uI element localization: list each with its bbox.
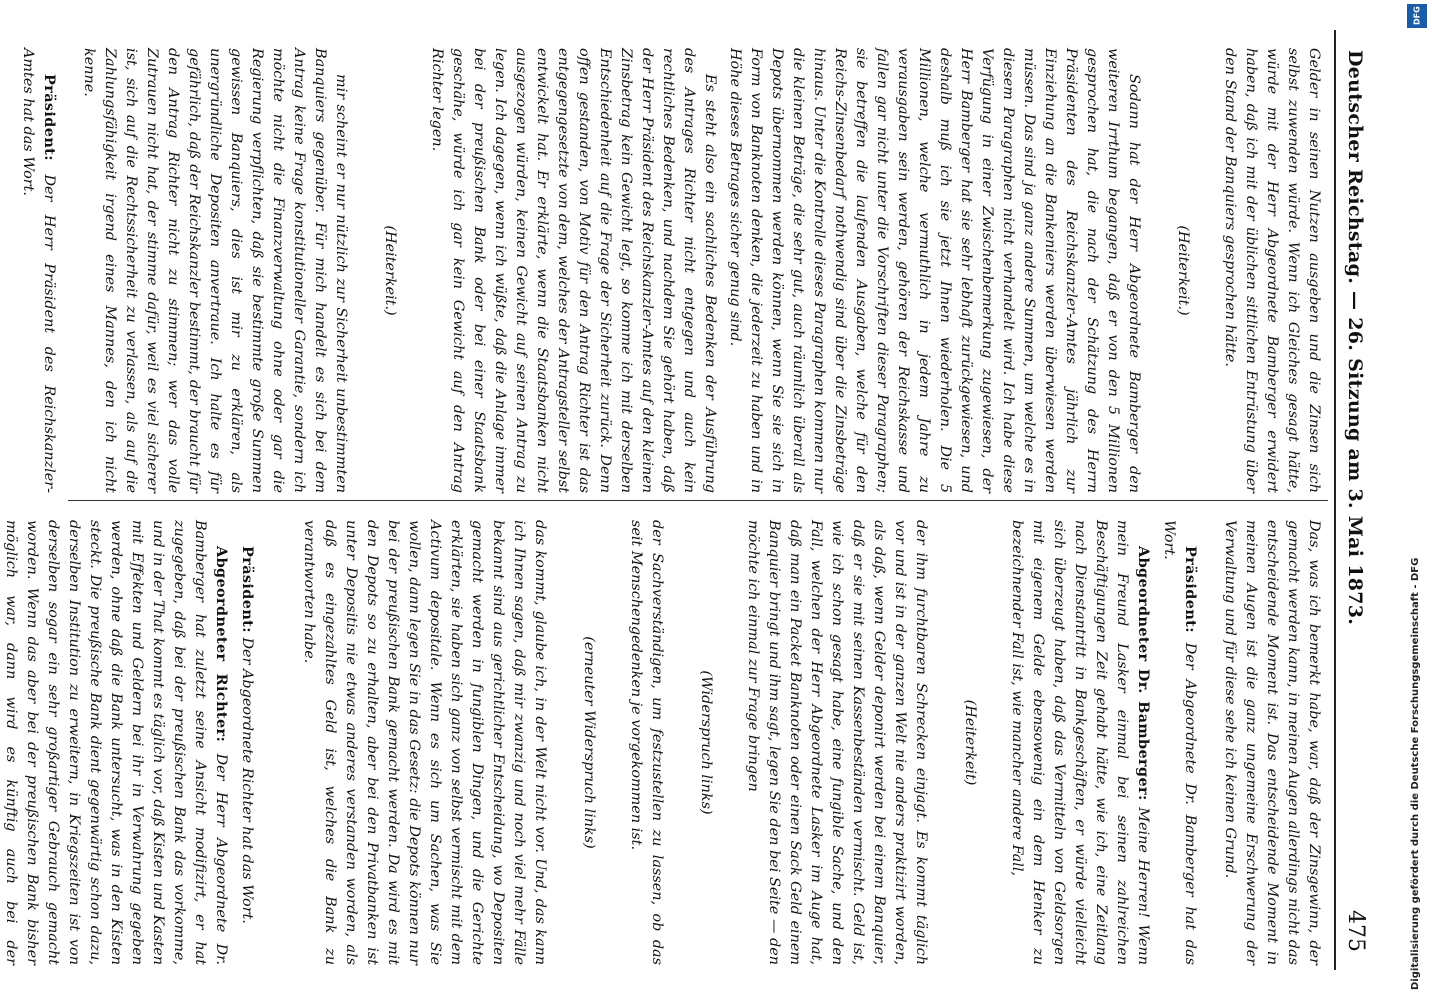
interjection: (Heiterkeit): [962, 699, 978, 786]
paragraph-text: Der Abgeordnete Richter hat das Wort.: [239, 632, 255, 924]
paragraph-text: Meine Herren! Wenn mein Freund Lasker einmal bei seinen zahlreichen Beschäftigungen Zeit gehabt hätte, wie ich, eine Zeitlang nach Dienstantritt in Bankgeschäften, er würde vielleicht sich überzeugt haben, daß das Vermitteln von Geldsorgen mit eigenem Gelde ebensowenig ein dem Henker zu bezeichnender Fall ist, wie mancher andere Fall,: [1009, 520, 1151, 965]
paragraph: [1158, 520, 1201, 965]
right-column: [0, 520, 1324, 965]
interjection: (erneuter Widerspruch links): [581, 636, 597, 849]
paragraph: [236, 520, 258, 965]
speaker-label: Präsident:: [1182, 546, 1199, 633]
speaker-label: Präsident:: [41, 74, 58, 161]
paragraph: der ihm furchtbaren Schrecken einjagt. Es kommt täglich vor und ist in der ganzen Welt nie anders praktizirt worden, als daß, wenn Gelder deponirt werden bei einem Banquier, daß er sie mit seinen Kassenbeständen vermischt. Geld ist, wie ich schon gesagt habe, eine fungible Sache, und den Fall, welchen der Herr Abgeordnete Lasker im Auge hat, daß man ein Packet Banknoten oder einen Sack Geld einem Banquier bringt und ihm sagt, legen Sie den bei Seite — den möchte ich einmal zur Frage bringen: [745, 520, 929, 965]
paragraph-text: Der Herr Abgeordnete Dr. Bamberger hat zuletzt seine Ansicht modifizirt, er hat zugegeben, daß bei der preußischen Bank das vorkomme, und in der That kommt es täglich vor, daß Kisten und Kasten mit Effekten und Geldern bei ihr in Verwahrung gegeben werden, ohne daß die Bank untersucht, was in den Kisten steckt. Die preußische Bank dient gegenwärtig schon dazu, derselben Institution zu erweitern, in Kriegszeiten ist von derselben sogar ein sehr großartiger Gebrauch gemacht worden. Wenn das aber bei der preußischen Bank bisher möglich war, dann wird es künftig auch bei der: [3, 520, 229, 965]
dfg-credit: Digitalisierung gefördert durch die Deutsche Forschungsgemeinschaft - DFG: [1410, 557, 1421, 990]
paragraph: Das, was ich bemerkt habe, war, daß der Zinsgewinn, der gemacht werden kann, in meinen Augen allerdings nicht das entscheidende Moment ist. Das entscheidende Moment in meinen Augen ist die ganz ungemeine Erschwerung der Verwaltung und für diese sehe ich keinen Grund.: [1222, 520, 1322, 965]
paragraph-text: Der Herr Präsident des Reichskanzler-Amtes hat das Wort.: [20, 48, 57, 493]
paragraph: Sodann hat der Herr Abgeordnete Bamberger den weiteren Irrthum begangen, daß er von den 5 Millionen gesprochen hat, die nach der Schätzung des Herrn Präsidenten des Reichskanzler-Amtes jährlich zur Einziehung an die Bankeniers werden überwiesen werden müssen. Das sind ja ganz andere Summen, um welche es in diesem Paragraphen nicht verhandelt wird. Ich habe diese Verfügung in einer Zwischenbemerkung zugewiesen, der Herr Bamberger hat sie sehr lebhaft zurückgewiesen, und deshalb muß ich sie jetzt Ihnen wiederholen. Die 5 Millionen, welche vermuthlich in jedem Jahre zu verausgaben sein werden, gehören der Reichskasse und fallen gar nicht unter die Vorschriften dieser Paragraphen; sie betreffen die laufenden Ausgaben, welche für den Reichs-Zinsenbedarf nothwendig sind über die Zinsbeträge hinaus. Unter die Kontrolle dieses Paragraphen kommen nur die kleinen Beträge, die sehr gut, auch räumlich überall als Depots übernommen werden können, wenn Sie sie sich in Form von Banknoten denken, die jederzeit zu haben und in Höhe dieses Betrages sicher genug sind.: [727, 48, 1142, 493]
header-rule: [1334, 30, 1336, 970]
running-header: [1332, 30, 1372, 970]
paragraph-text: Der Abgeordnete Dr. Bamberger hat das Wort.: [1161, 520, 1198, 965]
page-number: 475: [1343, 910, 1368, 952]
interjection: (Heiterkeit.): [1175, 225, 1191, 316]
column-divider: [68, 500, 1328, 501]
paragraph: das kommt, glaube ich, in der Welt nicht vor. Und, das kann ich Ihnen sagen, daß mir zwanzig und noch viel mehr Fälle bekannt sind aus gerichtlicher Entscheidung, wo Depositen gemacht werden in fungiblen Dingen, und die Gerichte erklärten, sie haben sich ganz von selbst vermischt mit dem Activum depositale. Wenn es sich um Sachen, was Sie wollen, dann legen Sie in das Gesetz: die Depots können nur bei der preußischen Bank gemacht werden. Da wird es mit den Depots so zu erhalten, aber bei den Privatbanken ist unter Depositis nie etwas anderes verstanden worden, als daß es eingezahltes Geld ist, welches die Bank zu verantworten habe.: [301, 520, 548, 965]
paragraph: [1006, 520, 1154, 965]
paragraph: [17, 48, 60, 493]
dfg-logo: DFG: [1407, 4, 1427, 28]
paragraph: [0, 520, 232, 965]
speaker-label: Abgeordneter Richter:: [213, 546, 230, 743]
paragraph: Gelder in seinen Nutzen ausgeben und die Zinsen sich selbst zuwenden würde. Wenn ich Gleiches gesagt hätte, würde mit der Herr Abgeordnete Bamberger erwidert haben, daß ich mit der üblichen sittlichen Entrüstung über den Stand der Banquiers gesprochen hätte.: [1222, 48, 1322, 493]
speaker-label: Präsident:: [239, 546, 256, 633]
header-title: Deutscher Reichstag. — 26. Sitzung am 3. Mai 1873.: [1344, 50, 1366, 626]
dfg-sidebar: [1404, 0, 1432, 1000]
paragraph: mir scheint er nur nützlich zur Sicherheit unbestimmten Banquiers gegenüber. Für mich handelt es sich bei dem Antrag keine Frage konstitutioneller Garantie, sondern ich möchte nicht die Finanzverwaltung ohne oder gar die Regierung verpflichten, daß sie bestimmte große Summen gewissen Banquiers, dies ist mir zu erklären, als unergründliche Depositen anvertraue. Ich halte es für gefährlich, daß der Reichskanzler bestimmt, der braucht für den Antrag Richter nicht zu stimmen; wer das volle Zutrauen nicht hat, der stimme dafür, weil es viel sicherer ist, sich auf die Rechtssicherheit zu verlassen, als auf die Zahlungsfähigkeit irgend eines Mannes, den ich nicht kenne.: [81, 48, 349, 493]
interjection: (Heiterkeit.): [382, 225, 398, 316]
paragraph: Es steht also ein sachliches Bedenken der Ausführung des Antrages Richter nicht entgegen und auch kein rechtliches Bedenken, und nachdem Sie gehört haben, daß der Herr Präsident des Reichskanzler-Amtes auf den kleinen Zinsbetrag kein Gewicht legt, so komme ich mit derselben Entschiedenheit auf die Frage der Sicherheit zurück. Denn offen gestanden, von Motiv für den Antrag Richter ist das entgegengesetzte von dem, welches der Antragsteller selbst entwickelt hat. Er erklärte, wenn die Staatsbanken nicht ausgezogen würden, keinen Gewicht auf seinen Antrag zu legen. Ich dagegen, wenn ich wüßte, daß die Anlage immer bei der preußischen Bank oder bei einer Staatsbank geschähe, würde ich gar kein Gewicht auf den Antrag Richter legen.: [429, 48, 718, 493]
speaker-label: Abgeordneter Dr. Bamberger:: [1135, 546, 1152, 801]
interjection: (Widerspruch links): [698, 670, 714, 815]
left-column: [0, 48, 1324, 493]
paragraph: der Sachverständigen, um festzustellen zu lassen, ob das seit Menschengedenken je vorgekommen ist.: [628, 520, 665, 965]
